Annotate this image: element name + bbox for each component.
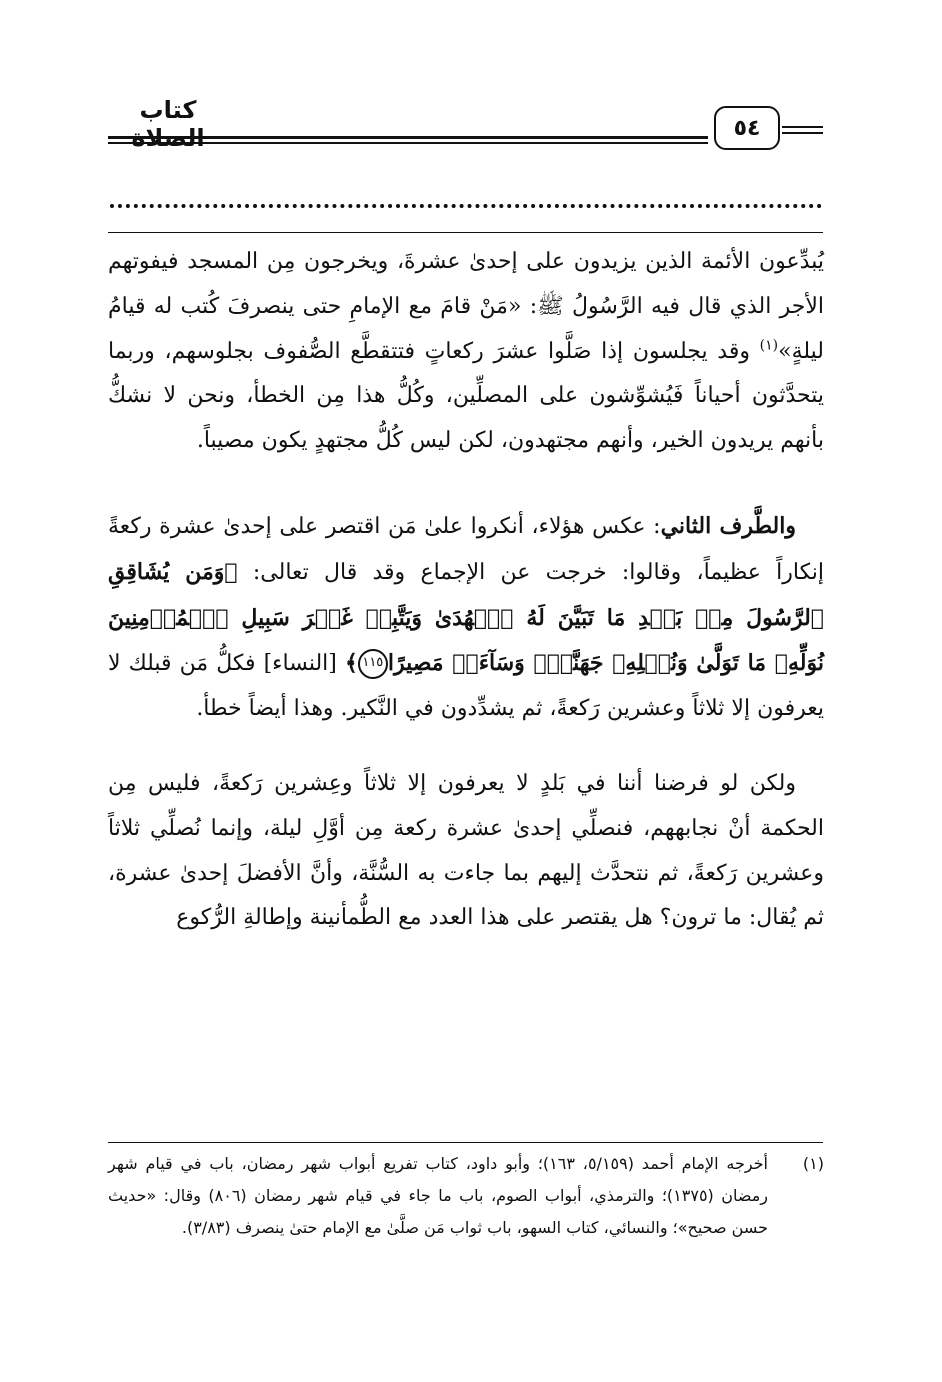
header-rule-thin (108, 142, 708, 144)
quran-verse: ﴿وَمَن يُشَاقِقِ ٱلرَّسُولَ مِنۢ بَعۡدِ مَا تَبَيَّنَ لَهُ ٱلۡهُدَىٰ وَيَتَّبِعۡ غَيۡرَ سَبِيلِ ٱلۡمُؤۡمِنِينَ نُوَلِّهِۦ مَا تَوَلَّىٰ وَنُصۡلِهِۦ جَهَنَّمَۖ وَسَآءَتۡ مَصِيرًا (108, 558, 824, 677)
paragraph-1-continuation: وقد يجلسون إذا صَلَّوا عشرَ ركعاتٍ فتتقطَّع الصُّفوف بجلوسهم، وربما يتحدَّثون أحياناً فَيُشوِّشون على المصلِّين، وكُلُّ هذا مِن الخطأ، ونحن لا نشكُّ بأنهم يريدون الخير، وأنهم مجتهدون، لكن ليس كُلُّ مجتهدٍ يكون مصيباً. (108, 338, 824, 454)
header-rule-thick (108, 136, 708, 139)
paragraph-1-text: يُبدِّعون الأئمة الذين يزيدون على إحدىٰ عشرةَ، ويخرجون مِن المسجد فيفوتهم الأجر الذي قال فيه الرَّسُولُ ﷺ: «مَنْ قامَ مع الإمامِ حتى ينصرفَ كُتب له قيامُ ليلةٍ» (108, 249, 824, 364)
paragraph-3 (108, 762, 824, 941)
text-top-rule (108, 232, 823, 233)
page-header (108, 96, 823, 156)
surah-reference: [النساء] (255, 651, 345, 677)
paragraph-2 (108, 504, 824, 732)
page-number: ٥٤ (714, 106, 780, 150)
footnote-number: (١) (802, 1154, 824, 1173)
paragraph-2-conclusion: فكلُّ مَن قبلك لا يعرفون إلا ثلاثاً وعشرين رَكعةً، ثم يشدِّدون في النَّكير. وهذا أيضاً خطأ. (108, 651, 824, 722)
paragraph-3-text: ولكن لو فرضنا أننا في بَلدٍ لا يعرفون إلا ثلاثاً وعِشرين رَكعةً، فليس مِن الحكمة أنْ نجابههم، فنصلِّي إحدىٰ عشرة ركعة مِن أوَّلِ ليلة، وإنما نُصلِّي ثلاثاً وعشرين رَكعةً، ثم نتحدَّث إليهم بما جاءت به السُّنَّة، وأنَّ الأفضلَ إحدىٰ عشرة، ثم يُقال: ما ترون؟ هل يقتصر على هذا العدد مع الطُّمأنينة وإطالةِ الرُّكوع (108, 770, 824, 931)
paragraph-2-lead: والطَّرف الثاني (660, 512, 796, 539)
footnote-ref-marker[interactable]: (١) (759, 337, 779, 354)
paragraph-2-text: : عكس هؤلاء، أنكروا علىٰ مَن اقتصر على إحدىٰ عشرة ركعةً إنكاراً عظيماً، وقالوا: خرجت عن الإجماع وقد قال تعالى: (108, 513, 824, 585)
footnote-rule (108, 1142, 823, 1143)
running-title: كتاب (139, 96, 197, 124)
footnote-text: أخرجه الإمام أحمد (٥/١٥٩، ١٦٣)؛ وأبو داود، كتاب تفريع أبواب شهر رمضان، باب في قيام شهر رمضان (١٣٧٥)؛ والترمذي، أبواب الصوم، باب ما جاء في قيام شهر رمضان (٨٠٦) وقال: «حديث حسن صحيح»؛ والنسائي، كتاب السهو، باب ثواب مَن صلَّىٰ مع الإمام حتىٰ ينصرف (٣/٨٣). (108, 1154, 769, 1237)
dotted-separator (110, 190, 822, 208)
verse-close-bracket: ﴾ (344, 650, 358, 677)
header-rule-right-top (782, 126, 823, 128)
ayah-number-badge: ١١٥ (358, 649, 388, 679)
header-rule-right-bottom (782, 132, 823, 134)
footnote (108, 1148, 824, 1244)
paragraph-1 (108, 240, 824, 464)
main-text (108, 240, 824, 941)
